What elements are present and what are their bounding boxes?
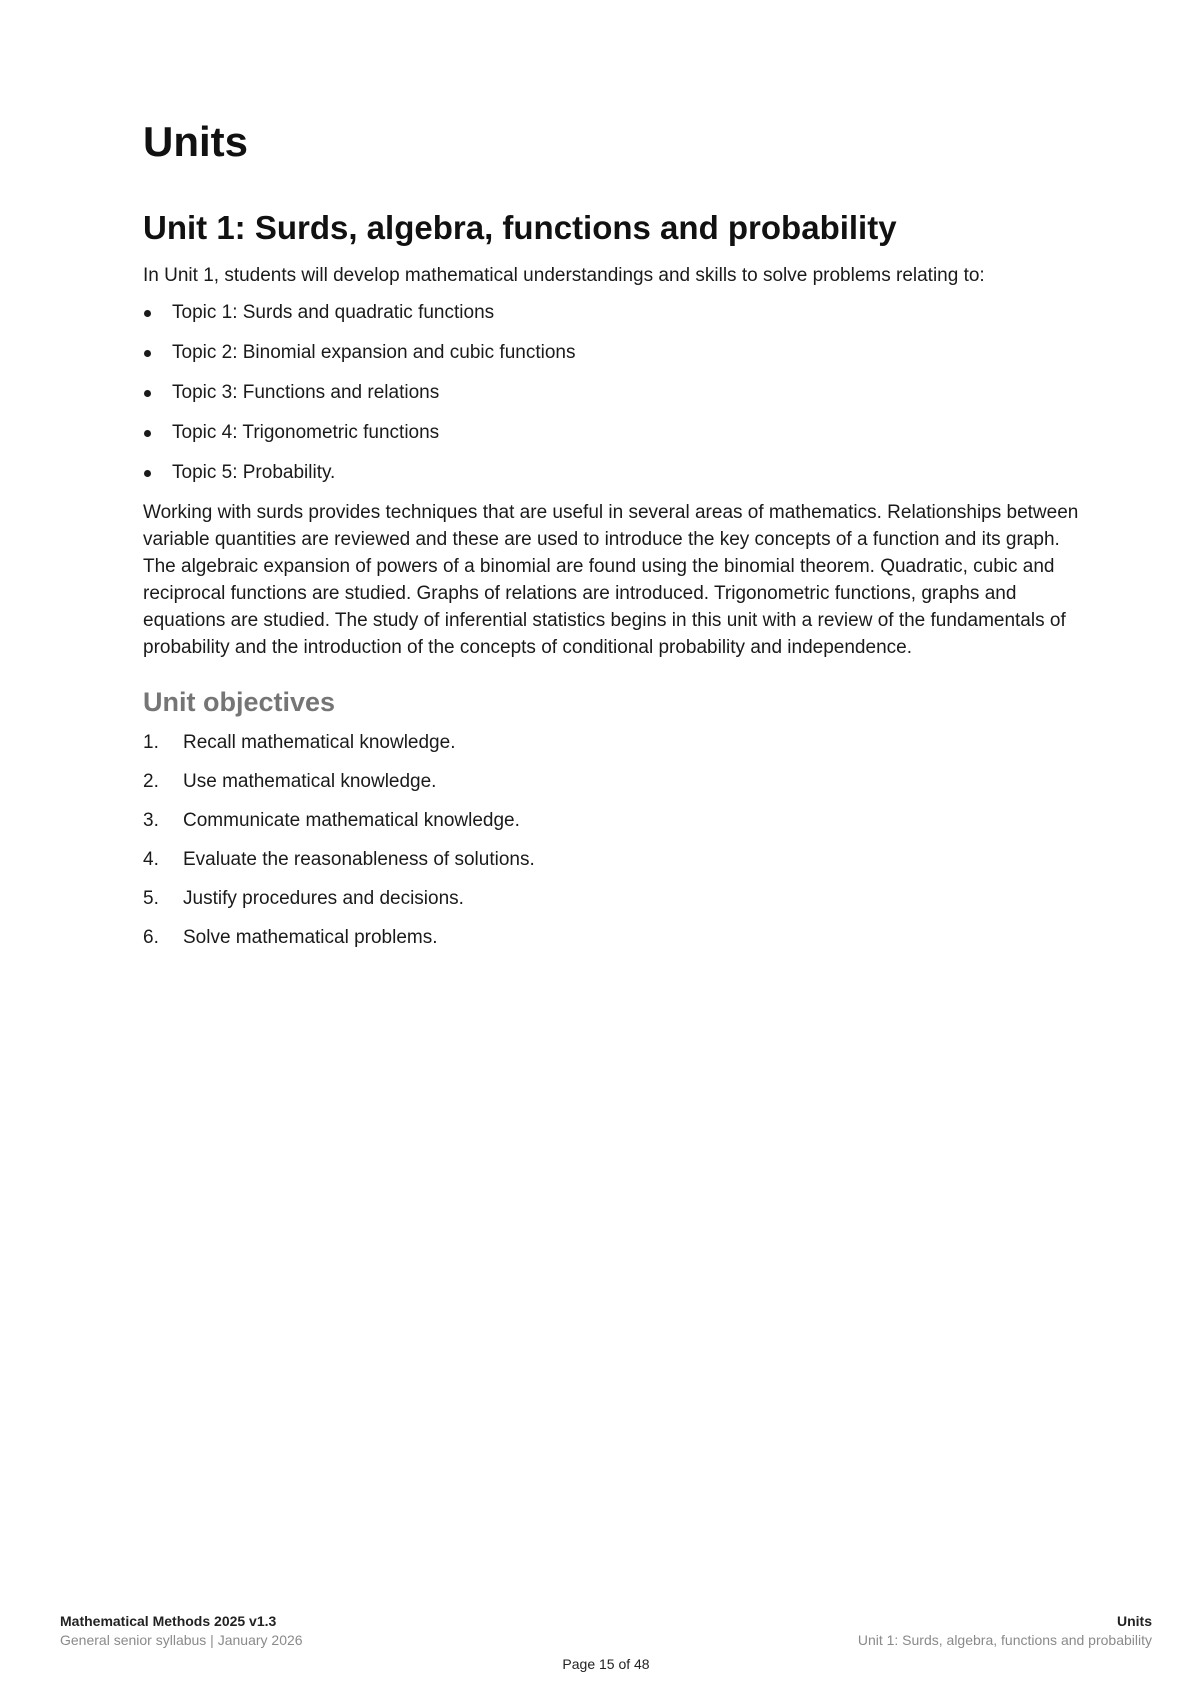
topic-label: Topic 3: Functions and relations xyxy=(172,382,440,403)
bullet-icon xyxy=(144,390,151,397)
footer-section-title: Units xyxy=(1117,1613,1152,1629)
intro-paragraph: In Unit 1, students will develop mathematical understandings and skills to solve problems relating to: xyxy=(143,265,985,286)
objective-text: Recall mathematical knowledge. xyxy=(183,732,456,753)
objectives-list xyxy=(143,729,1083,951)
footer-section-subtitle: Unit 1: Surds, algebra, functions and probability xyxy=(857,1632,1152,1648)
footer-left xyxy=(60,1612,303,1650)
objective-text: Evaluate the reasonableness of solutions. xyxy=(183,849,535,870)
topic-label: Topic 5: Probability. xyxy=(172,462,336,483)
footer-doc-title: Mathematical Methods 2025 v1.3 xyxy=(60,1613,277,1629)
page-content xyxy=(143,118,1083,963)
objective-text: Use mathematical knowledge. xyxy=(183,771,437,792)
objective-number: 5. xyxy=(143,888,159,909)
bullet-icon xyxy=(144,430,151,437)
objective-number: 2. xyxy=(143,771,159,792)
list-item xyxy=(143,299,1083,326)
topic-label: Topic 4: Trigonometric functions xyxy=(172,422,440,443)
objective-text: Justify procedures and decisions. xyxy=(183,888,464,909)
footer-doc-subtitle: General senior syllabus | January 2026 xyxy=(60,1632,303,1648)
unit-heading: Unit 1: Surds, algebra, functions and probability xyxy=(143,209,897,246)
objective-text: Solve mathematical problems. xyxy=(183,927,438,948)
page-number: Page 15 of 48 xyxy=(562,1656,650,1672)
list-item xyxy=(143,807,1083,834)
list-item xyxy=(143,885,1083,912)
objective-number: 4. xyxy=(143,849,159,870)
objective-number: 6. xyxy=(143,927,159,948)
objective-text: Communicate mathematical knowledge. xyxy=(183,810,520,831)
page-footer xyxy=(60,1612,1152,1682)
list-item xyxy=(143,339,1083,366)
objective-number: 3. xyxy=(143,810,159,831)
objective-number: 1. xyxy=(143,732,159,753)
list-item xyxy=(143,768,1083,795)
list-item xyxy=(143,419,1083,446)
unit-description: Working with surds provides techniques that are useful in several areas of mathematics. Relationships between variable quantities are reviewed and these are used to introduce the key concepts of a function and its graph. The algebraic expansion of powers of a binomial are found using the binomial theorem. Quadratic, cubic and reciprocal functions are studied. Graphs of relations are introduced. Trigonometric functions, graphs and equations are studied. The study of inferential statistics begins in this unit with a review of the fundamentals of probability and the introduction of the concepts of conditional probability and independence. xyxy=(143,502,1079,658)
list-item xyxy=(143,459,1083,486)
page-title: Units xyxy=(143,118,248,165)
bullet-icon xyxy=(144,470,151,477)
bullet-icon xyxy=(144,350,151,357)
topic-label: Topic 2: Binomial expansion and cubic functions xyxy=(172,342,576,363)
list-item xyxy=(143,379,1083,406)
list-item xyxy=(143,846,1083,873)
topic-list xyxy=(143,299,1083,486)
objectives-heading: Unit objectives xyxy=(143,687,336,717)
footer-right xyxy=(858,1612,1152,1650)
list-item xyxy=(143,729,1083,756)
bullet-icon xyxy=(144,310,151,317)
topic-label: Topic 1: Surds and quadratic functions xyxy=(172,302,495,323)
list-item xyxy=(143,924,1083,951)
